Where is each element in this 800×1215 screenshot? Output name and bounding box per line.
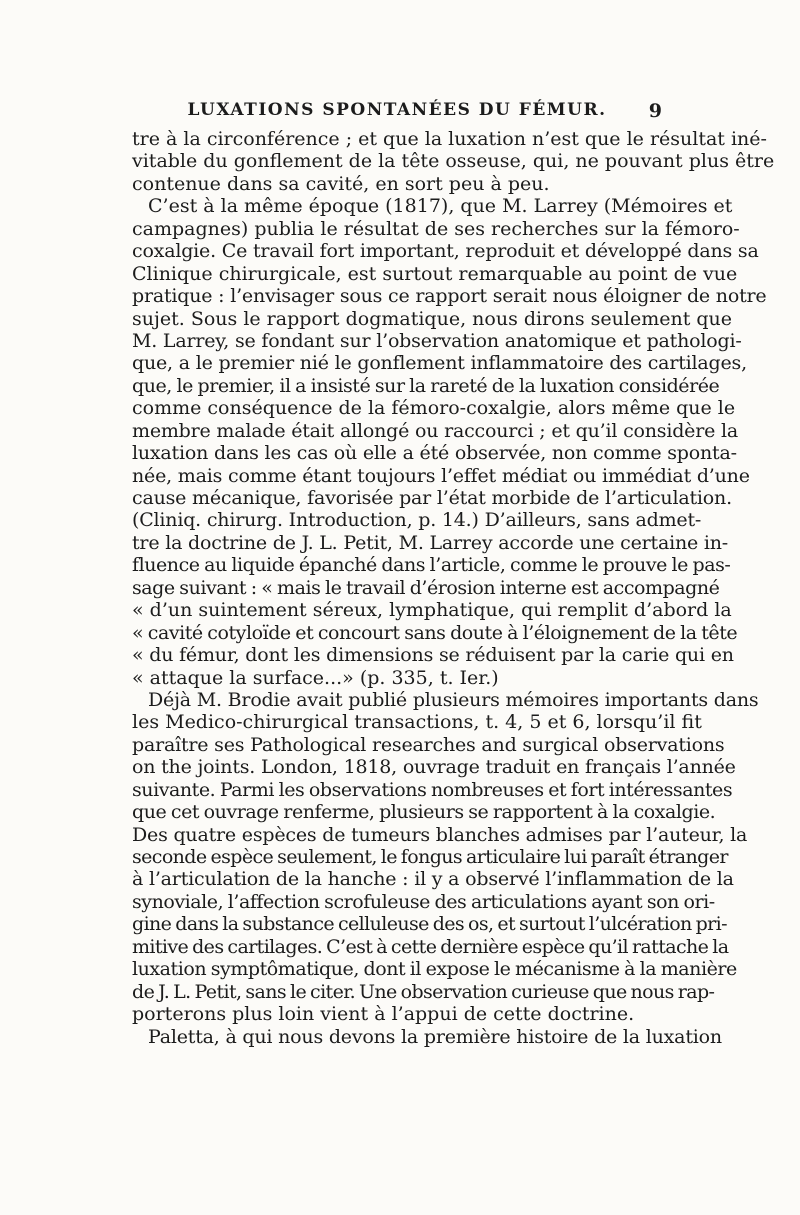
text-line: synoviale, l’affection scrofuleuse des articulations ayant son ori- <box>132 890 715 913</box>
text-line: tre la doctrine de J. L. Petit, M. Larrey accorde une certaine in- <box>132 531 729 554</box>
text-line: comme conséquence de la fémoro-coxalgie, alors même que le <box>132 397 736 420</box>
text-line: cause mécanique, favorisée par l’état morbide de l’articulation. <box>132 487 732 509</box>
text-line: sujet. Sous le rapport dogmatique, nous dirons seulement que <box>132 307 733 330</box>
text-line: sage suivant : « mais le travail d’érosion interne est accompagné <box>132 576 720 599</box>
text-line: de J. L. Petit, sans le citer. Une observation curieuse que nous rap- <box>132 980 715 1003</box>
text-line: porterons plus loin vient à l’appui de cette doctrine. <box>132 1003 635 1026</box>
text-line: « du fémur, dont les dimensions se réduisent par la carie qui en <box>132 644 734 667</box>
text-line: campagnes) publia le résultat de ses recherches sur la fémoro- <box>132 217 740 240</box>
text-line: que cet ouvrage renferme, plusieurs se rapportent à la coxalgie. <box>132 801 716 824</box>
text-line: membre malade était allongé ou raccourci ; et qu’il considère la <box>132 419 738 442</box>
text-line: contenue dans sa cavité, en sort peu à peu. <box>132 172 550 195</box>
text-line: « cavité cotyloïde et concourt sans doute à l’éloignement de la tête <box>132 621 738 644</box>
page-header <box>132 96 662 126</box>
text-line: C’est à la même époque (1817), que M. Larrey (Mémoires et <box>148 195 733 218</box>
text-line: seconde espèce seulement, le fongus articulaire lui paraît étranger <box>132 846 728 868</box>
text-line: M. Larrey, se fondant sur l’observation anatomique et pathologi- <box>132 329 742 352</box>
text-line: paraître ses Pathological researches and surgical observations <box>132 733 725 756</box>
running-head: LUXATIONS SPONTANÉES DU FÉMUR. <box>187 100 607 120</box>
text-line: Clinique chirurgicale, est surtout remarquable au point de vue <box>132 262 738 285</box>
text-line: (Cliniq. chirurg. Introduction, p. 14.) D’ailleurs, sans admet- <box>132 509 702 532</box>
text-line: luxation symptômatique, dont il expose le mécanisme à la manière <box>132 958 737 981</box>
text-line: « attaque la surface...» (p. 335, t. Ier.) <box>132 666 499 689</box>
text-line: que, le premier, il a insisté sur la rareté de la luxation considérée <box>132 374 720 397</box>
text-line: « d’un suintement séreux, lymphatique, qui remplit d’abord la <box>132 599 732 622</box>
text-line: mitive des cartilages. C’est à cette dernière espèce qu’il rattache la <box>132 935 729 958</box>
text-line: les Medico-chirurgical transactions, t. 4, 5 et 6, lorsqu’il fit <box>132 711 702 734</box>
text-line: tre à la circonférence ; et que la luxation n’est que le résultat iné- <box>132 128 767 150</box>
text-line: on the joints. London, 1818, ouvrage traduit en français l’année <box>132 756 736 779</box>
text-line: Paletta, à qui nous devons la première histoire de la luxation <box>148 1025 722 1048</box>
page-number: 9 <box>648 100 662 122</box>
text-line: née, mais comme étant toujours l’effet médiat ou immédiat d’une <box>132 464 750 487</box>
text-line: fluence au liquide épanché dans l’article, comme le prouve le pas- <box>132 554 731 577</box>
text-line: luxation dans les cas où elle a été observée, non comme sponta- <box>132 442 737 465</box>
text-line: que, a le premier nié le gonflement inflammatoire des cartilages, <box>132 352 747 375</box>
text-line: pratique : l’envisager sous ce rapport serait nous éloigner de notre <box>132 285 767 308</box>
text-line: à l’articulation de la hanche : il y a observé l’inflammation de la <box>132 868 734 891</box>
text-line: vitable du gonflement de la tête osseuse, qui, ne pouvant plus être <box>132 150 775 173</box>
text-line: coxalgie. Ce travail fort important, reproduit et développé dans sa <box>132 240 759 263</box>
text-line: Déjà M. Brodie avait publié plusieurs mémoires importants dans <box>148 688 759 711</box>
text-line: Des quatre espèces de tumeurs blanches admises par l’auteur, la <box>132 823 748 846</box>
body-text <box>132 128 775 1048</box>
text-line: suivante. Parmi les observations nombreuses et fort intéressantes <box>132 778 733 801</box>
text-line: gine dans la substance celluleuse des os, et surtout l’ulcération pri- <box>132 913 727 936</box>
